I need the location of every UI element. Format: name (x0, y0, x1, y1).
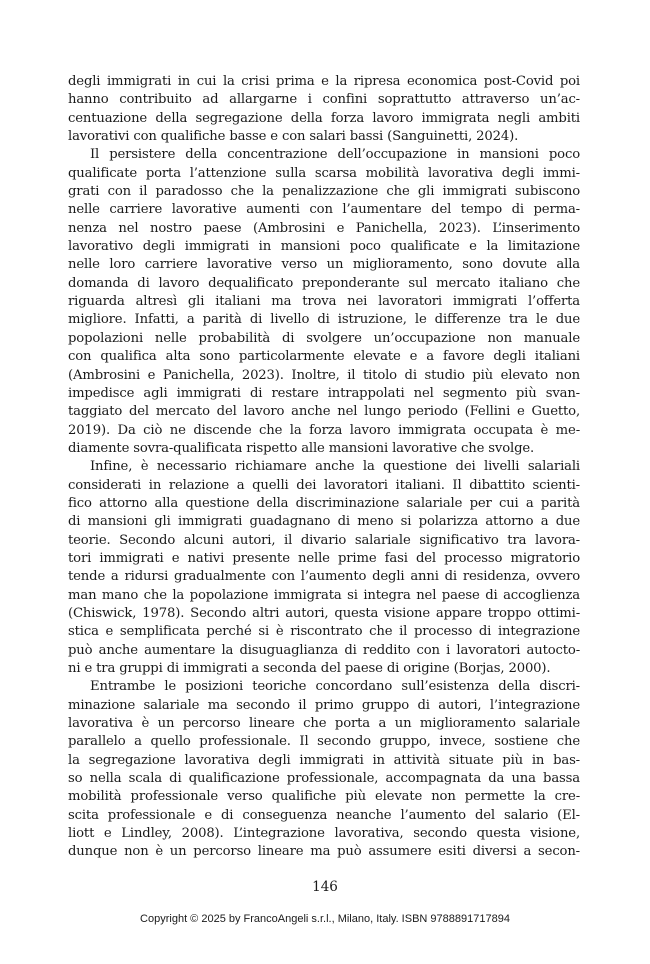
text-line: minazione salariale ma secondo il primo gruppo di autori, l’integrazione (68, 697, 580, 713)
text-line: degli immigrati in cui la crisi prima e la ripresa economica post-Covid poi (68, 74, 580, 89)
text-line: tori immigrati e nativi presente nelle prime fasi del processo migratorio (68, 550, 580, 566)
text-line: scita professionale e di conseguenza neanche l’aumento del salario (El- (68, 807, 580, 823)
text-line: so nella scala di qualificazione professionale, accompagnata da una bassa (68, 771, 580, 787)
text-line: teorie. Secondo alcuni autori, il divario salariale significativo tra lavora- (68, 532, 580, 548)
text-line: liott e Lindley, 2008). L’integrazione lavorativa, secondo questa visione, (68, 826, 580, 842)
text-line: lavorativi con qualifiche basse e con salari bassi (Sanguinetti, 2024). (68, 129, 519, 145)
text-line: la segregazione lavorativa degli immigrati in attività situate più in bas- (68, 752, 580, 768)
paragraph (68, 458, 580, 678)
text-line: può anche aumentare la disuguaglianza di reddito con i lavoratori autocto- (68, 642, 580, 658)
text-line: (Ambrosini e Panichella, 2023). Inoltre, il titolo di studio più elevato non (68, 367, 580, 383)
paragraph (68, 73, 580, 146)
text-line: man mano che la popolazione immigrata si integra nel paese di accoglienza (68, 587, 580, 603)
text-line: considerati in relazione a quelli dei lavoratori italiani. Il dibattito scienti- (68, 477, 580, 493)
text-line: (Chiswick, 1978). Secondo altri autori, questa visione appare troppo ottimi- (68, 605, 580, 621)
text-line: con qualifica alta sono particolarmente elevate e a favore degli italiani (68, 349, 580, 365)
text-line: grati con il paradosso che la penalizzazione che gli immigrati subiscono (68, 184, 580, 200)
text-line: riguarda altresì gli italiani ma trova nei lavoratori immigrati l’offerta (68, 294, 580, 310)
paragraph (68, 678, 580, 861)
text-line: lavorativa è un percorso lineare che porta a un miglioramento salariale (68, 716, 580, 732)
text-line: mobilità professionale verso qualifiche più elevate non permette la cre- (68, 789, 580, 805)
text-line: di mansioni gli immigrati guadagnano di meno si polarizza attorno a due (68, 514, 580, 530)
text-line: diamente sovra-qualificata rispetto alle mansioni lavorative che svolge. (68, 440, 535, 456)
text-line: ni e tra gruppi di immigrati a seconda del paese di origine (Borjas, 2000). (68, 661, 551, 676)
text-line: parallelo a quello professionale. Il secondo gruppo, invece, sostiene che (68, 734, 580, 750)
page-number: 146 (312, 879, 338, 895)
text-line: stica e semplificata perché si è riscontrato che il processo di integrazione (68, 624, 580, 640)
text-line: dunque non è un percorso lineare ma può assumere esiti diversi a secon- (68, 844, 580, 860)
body-text (68, 73, 580, 862)
paragraph (68, 146, 580, 458)
text-line: impedisce agli immigrati di restare intrappolati nel segmento più svan- (68, 385, 580, 401)
text-line: tende a ridursi gradualmente con l’aumento degli anni di residenza, ovvero (68, 569, 580, 585)
text-line: qualificate porta l’attenzione sulla scarsa mobilità lavorativa degli immi- (68, 165, 580, 181)
text-line: Infine, è necessario richiamare anche la questione dei livelli salariali (90, 459, 580, 475)
text-line: domanda di lavoro dequalificato preponderante sul mercato italiano che (68, 275, 580, 291)
text-line: popolazioni nelle probabilità di svolgere un’occupazione non manuale (68, 330, 580, 346)
text-line: nenza nel nostro paese (Ambrosini e Panichella, 2023). L’inserimento (68, 220, 580, 236)
text-line: migliore. Infatti, a parità di livello di istruzione, le differenze tra le due (68, 312, 580, 328)
text-line: hanno contribuito ad allargarne i confini soprattutto attraverso un’ac- (68, 92, 580, 108)
text-line: taggiato del mercato del lavoro anche nel lungo periodo (Fellini e Guetto, (68, 404, 580, 420)
text-line: centuazione della segregazione della forza lavoro immigrata negli ambiti (68, 110, 580, 126)
text-line: fico attorno alla questione della discriminazione salariale per cui a parità (68, 495, 580, 511)
text-line: lavorativo degli immigrati in mansioni poco qualificate e la limitazione (68, 239, 580, 255)
text-line: nelle carriere lavorative aumenti con l’aumentare del tempo di perma- (68, 202, 580, 218)
text-line: Entrambe le posizioni teoriche concordano sull’esistenza della discri- (90, 679, 580, 695)
text-line: Il persistere della concentrazione dell’occupazione in mansioni poco (90, 147, 580, 163)
copyright-notice: Copyright © 2025 by FrancoAngeli s.r.l., Milano, Italy. ISBN 9788891717894 (140, 913, 510, 925)
text-line: nelle loro carriere lavorative verso un miglioramento, sono dovute alla (68, 257, 580, 273)
text-line: 2019). Da ciò ne discende che la forza lavoro immigrata occupata è me- (68, 422, 580, 438)
